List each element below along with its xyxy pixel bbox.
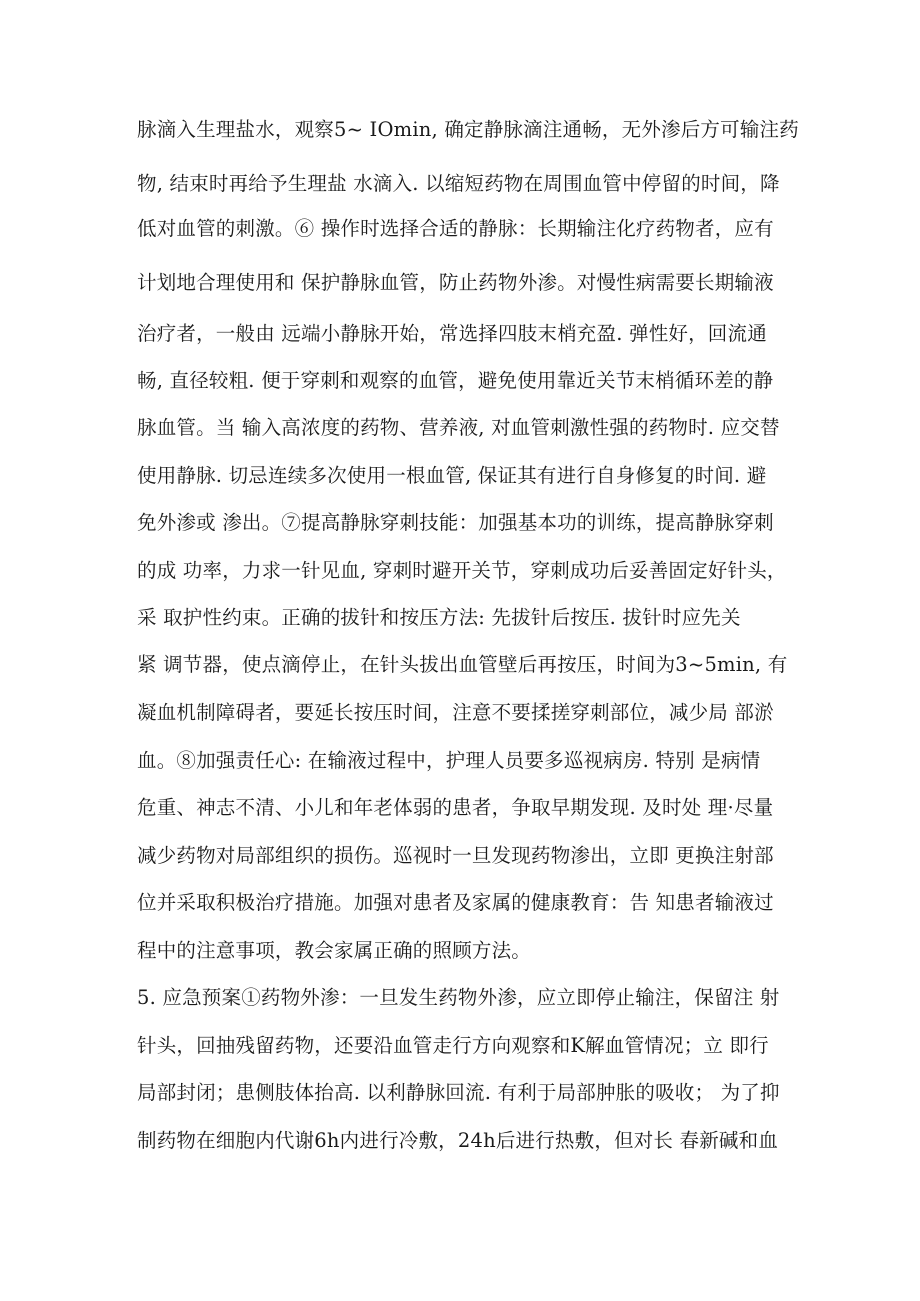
text-line: 治疗者，一般由 远端小静脉开始，常选择四肢末梢充盈. 弹性好，回流通	[137, 322, 767, 345]
text-line: 脉滴入生理盐水，观察5~ IOmin, 确定静脉滴注通畅，无外渗后方可输注药	[137, 118, 799, 141]
text-line: 的成 功率，力求一针见血, 穿刺时避开关节，穿刺成功后妥善固定好针头，	[137, 559, 787, 582]
text-line: 低对血管的刺激。⑥ 操作时选择合适的静脉：长期输注化疗药物者，应有	[137, 217, 774, 240]
text-line: 血。⑧加强责任心: 在输液过程中，护理人员要多巡视病房. 特别 是病情	[137, 749, 761, 772]
text-line: 5. 应急预案①药物外渗：一旦发生药物外渗，应立即停止输注，保留注 射	[137, 986, 780, 1009]
text-line: 位并采取积极治疗措施。加强对患者及家属的健康教育：告 知患者输液过	[137, 891, 774, 914]
text-line: 使用静脉. 切忌连续多次使用一根血管, 保证其有进行自身修复的时间. 避	[137, 464, 767, 487]
text-line: 减少药物对局部组织的损伤。巡视时一旦发现药物渗出，立即 更换注射部	[137, 844, 774, 867]
text-line: 紧 调节器，使点滴停止，在针头拔出血管壁后再按压，时间为3~5min, 有	[137, 653, 788, 676]
text-line: 采 取护性约束。正确的拔针和按压方法: 先拔针后按压. 拔针时应先关	[137, 606, 741, 629]
text-line: 脉血管。当 输入高浓度的药物、营养液, 对血管刺激性强的药物时. 应交替	[137, 416, 780, 439]
text-line: 计划地合理使用和 保护静脉血管，防止药物外渗。对慢性病需要长期输液	[137, 271, 774, 294]
text-line: 免外渗或 渗出。⑦提高静脉穿刺技能：加强基本功的训练，提高静脉穿刺	[137, 511, 774, 534]
text-line: 凝血机制障碍者，要延长按压时间，注意不要揉搓穿刺部位，减少局 部淤	[137, 701, 774, 724]
text-line: 危重、神志不清、小儿和年老体弱的患者，争取早期发现. 及时处 理·尽量	[137, 796, 774, 819]
text-line: 物, 结束时再给予生理盐 水滴入. 以缩短药物在周围血管中停留的时间，降	[137, 172, 780, 195]
text-line: 制药物在细胞内代谢6h内进行冷敷，24h后进行热敷，但对长 春新碱和血	[137, 1129, 779, 1152]
text-line: 针头，回抽残留药物，还要沿血管走行方向观察和K解血管情况；立 即行	[137, 1034, 769, 1057]
text-line: 程中的注意事项，教会家属正确的照顾方法。	[137, 939, 532, 962]
text-line: 局部封闭；患侧肢体抬高. 以利静脉回流. 有利于局部肿胀的吸收； 为了抑	[137, 1081, 780, 1104]
text-line: 畅, 直径较粗. 便于穿刺和观察的血管，避免使用靠近关节末梢循环差的静	[137, 369, 774, 392]
